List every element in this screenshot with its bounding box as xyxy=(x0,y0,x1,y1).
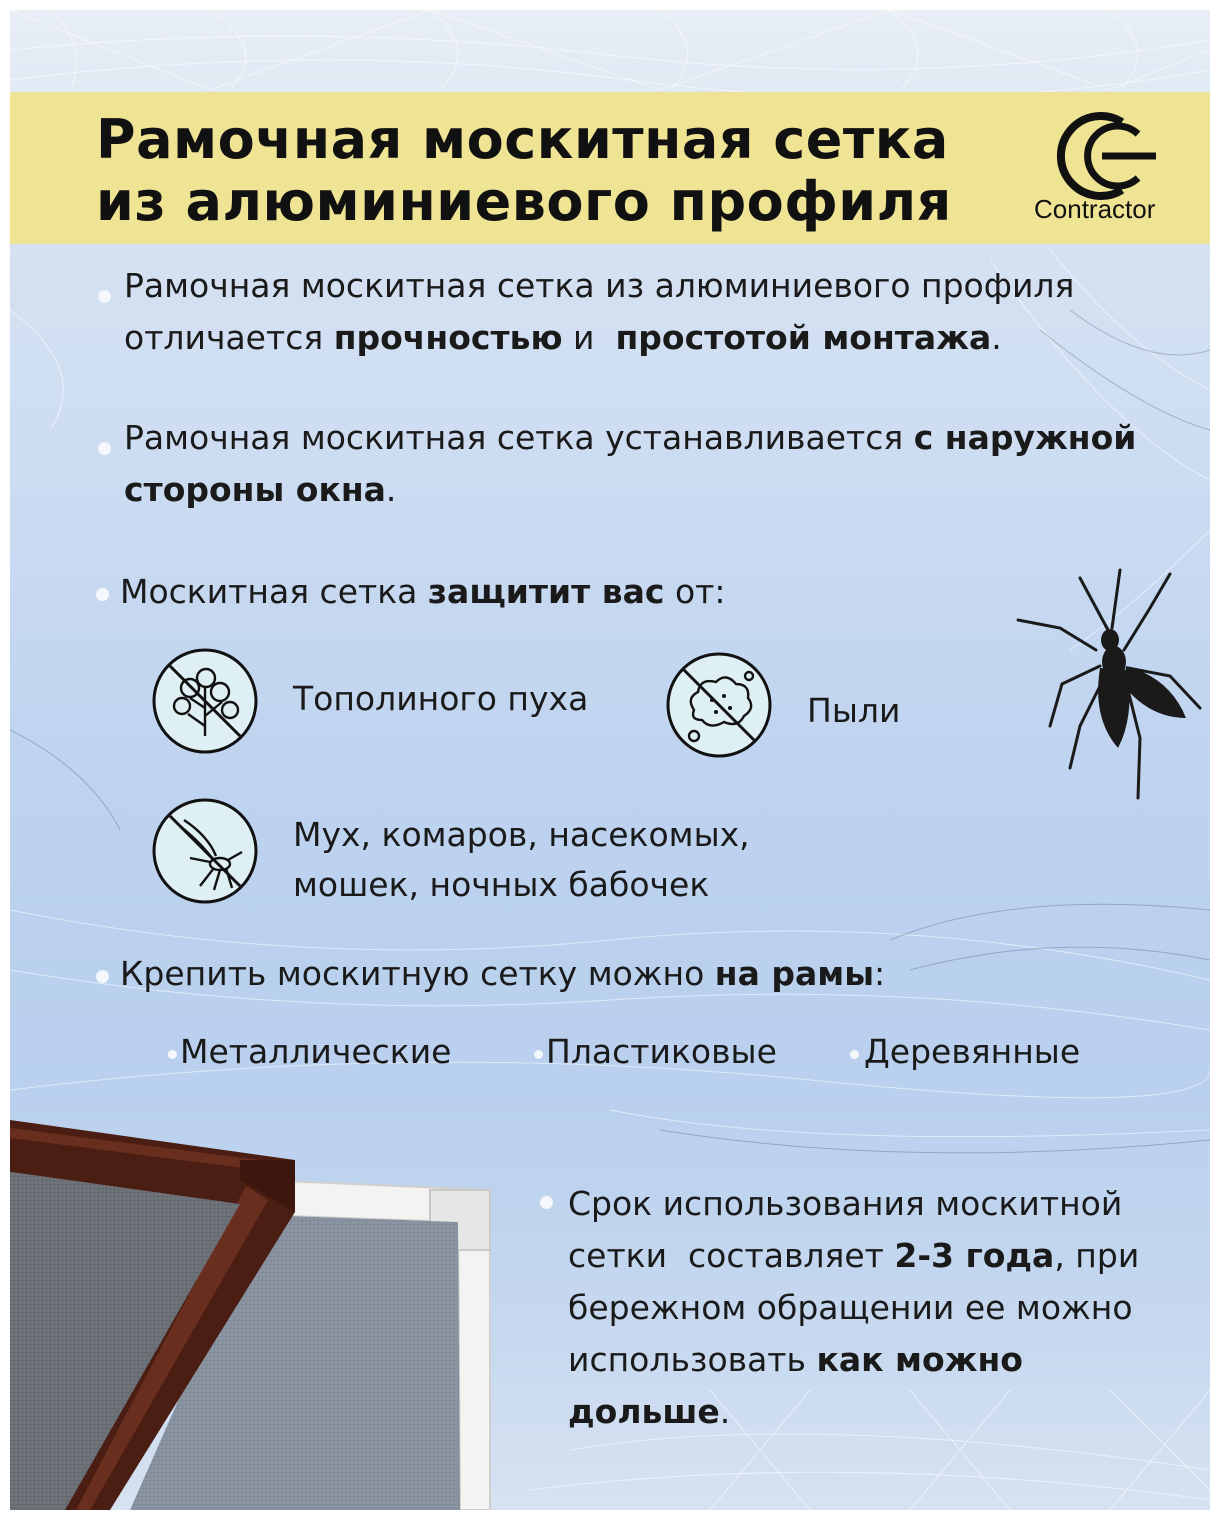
text-run: и xyxy=(562,318,616,357)
text-run: . xyxy=(719,1392,731,1431)
bullet-dot xyxy=(98,290,111,303)
logo-text: Contractor xyxy=(1034,194,1156,224)
text-run: отличается xyxy=(124,318,334,357)
bold-run: стороны окна xyxy=(124,470,386,509)
protection-label-insects xyxy=(293,810,750,910)
frame-type-wood: Деревянные xyxy=(864,1032,1081,1071)
text-run: Рамочная москитная сетка устанавливается xyxy=(124,418,914,457)
bullet-dot xyxy=(98,442,111,455)
bullet-2-text xyxy=(124,412,1136,516)
text-run: от: xyxy=(664,572,726,611)
frame-type-metal: Металлические xyxy=(180,1032,452,1071)
text-run: сетки составляет xyxy=(568,1236,895,1275)
bold-run: дольше xyxy=(568,1392,720,1431)
bullet-dot xyxy=(534,1050,543,1059)
bullet-1-line-2 xyxy=(124,312,1074,364)
bullet-4-text xyxy=(120,948,885,1000)
bold-run: защитит вас xyxy=(427,572,665,611)
protection-label-poplar: Тополиного пуха xyxy=(293,679,589,718)
bold-run: с наружной xyxy=(913,418,1137,457)
text-run: Москитная сетка xyxy=(120,572,428,611)
bold-run: простотой монтажа xyxy=(615,318,992,357)
page-title-line-2: из алюминиевого профиля xyxy=(96,170,952,233)
text-run: использовать xyxy=(568,1340,817,1379)
bold-run: 2-3 года xyxy=(894,1236,1055,1275)
bullet-1-text xyxy=(124,260,1074,364)
bullet-dot xyxy=(850,1050,859,1059)
bullet-5-text xyxy=(568,1178,1139,1438)
bullet-2-line-2 xyxy=(124,464,1136,516)
bullet-2-line-1 xyxy=(124,412,1136,464)
bullet-1-line-1: Рамочная москитная сетка из алюминиевого профиля xyxy=(124,266,1075,305)
bold-run: на рамы xyxy=(714,954,875,993)
text-run: Крепить москитную сетку можно xyxy=(120,954,715,993)
frame-type-plastic: Пластиковые xyxy=(546,1032,777,1071)
bullet-dot xyxy=(96,970,109,983)
text-run: : xyxy=(874,954,886,993)
bullet-5-line-1: Срок использования москитной xyxy=(568,1184,1123,1223)
bullet-dot xyxy=(540,1196,553,1209)
bullet-5-line-4 xyxy=(568,1334,1139,1386)
no-dust-icon xyxy=(664,650,774,760)
bullet-dot xyxy=(168,1050,177,1059)
bold-run: прочностью xyxy=(333,318,563,357)
text-run: , при xyxy=(1054,1236,1140,1275)
bullet-5-line-3: бережном обращении ее можно xyxy=(568,1288,1133,1327)
bullet-5-line-5 xyxy=(568,1386,1139,1438)
mosquito-net-frame-image xyxy=(10,1120,530,1510)
text-run: . xyxy=(991,318,1002,357)
no-poplar-fluff-icon xyxy=(150,646,260,756)
no-insects-icon xyxy=(150,796,260,906)
bullet-dot xyxy=(96,588,109,601)
mosquito-icon xyxy=(1000,558,1210,828)
protection-label-insects-line-2: мошек, ночных бабочек xyxy=(293,865,710,904)
bullet-5-line-2 xyxy=(568,1230,1139,1282)
text-run: . xyxy=(385,470,397,509)
page-title-line-1: Рамочная москитная сетка xyxy=(96,108,949,171)
protection-label-dust: Пыли xyxy=(807,691,901,730)
infographic-card xyxy=(10,10,1210,1510)
protection-label-insects-line-1: Мух, комаров, насекомых, xyxy=(293,815,750,854)
bullet-3-text xyxy=(120,566,726,618)
bold-run: как можно xyxy=(816,1340,1023,1379)
